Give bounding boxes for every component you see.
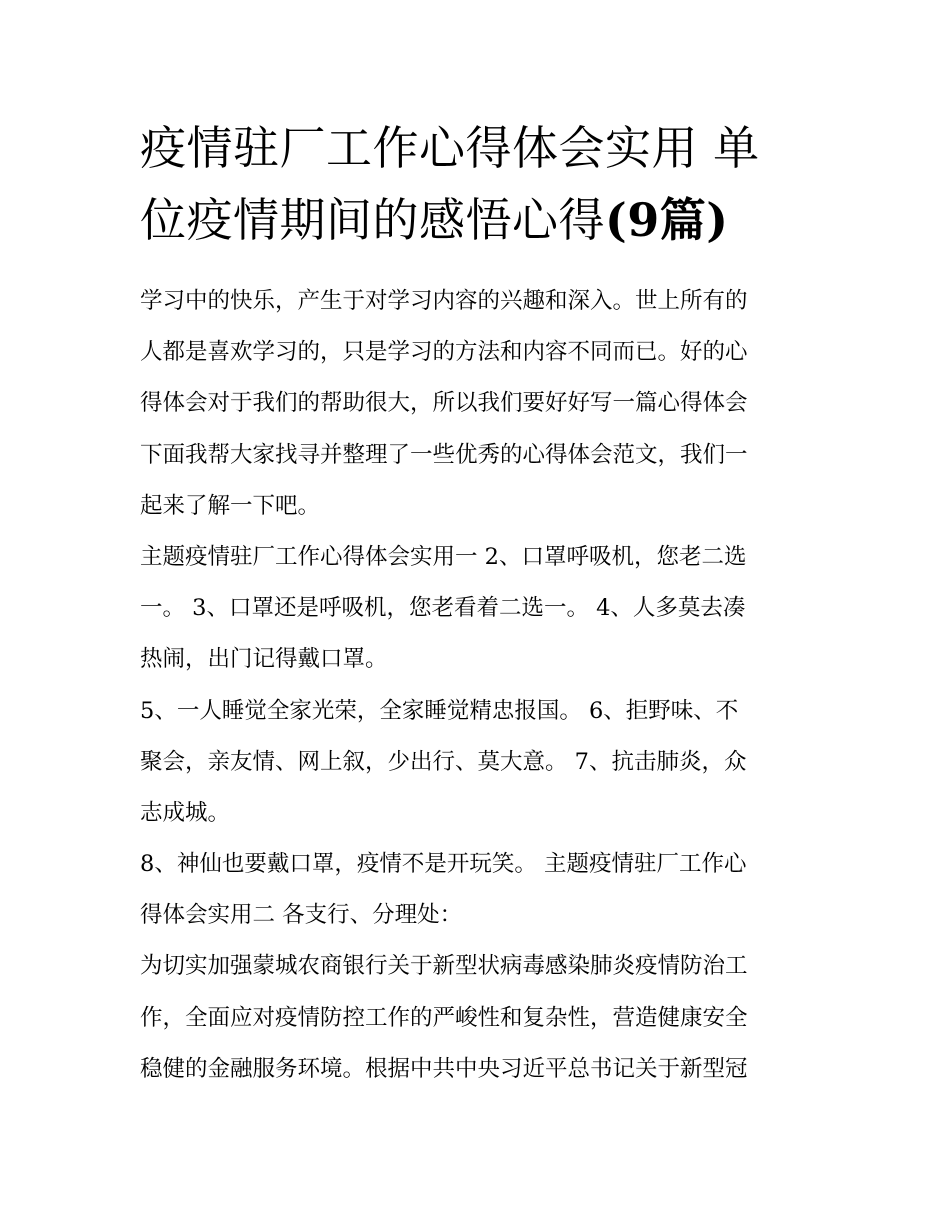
body-line: 5、一人睡觉全家光荣，全家睡觉精忠报国。 6、拒野味、不: [140, 697, 739, 724]
title-line-1: 疫情驻厂工作心得体会实用 单: [140, 121, 760, 175]
body-line: 得体会对于我们的帮助很大，所以我们要好好写一篇心得体会: [140, 390, 748, 417]
body-line: 聚会，亲友情、网上叙，少出行、莫大意。 7、抗击肺炎，众: [140, 748, 747, 775]
document-body: [140, 276, 812, 1095]
body-line: 志成城。: [140, 799, 231, 826]
body-line: 热闹，出门记得戴口罩。: [140, 646, 388, 673]
body-line: 作，全面应对疫情防控工作的严峻性和复杂性，营造健康安全: [140, 1004, 748, 1031]
body-line: 起来了解一下吧。: [140, 492, 321, 519]
body-line: 8、神仙也要戴口罩，疫情不是开玩笑。 主题疫情驻厂工作心: [140, 851, 747, 878]
title-article-count: (9篇): [605, 193, 729, 247]
body-line: 为切实加强蒙城农商银行关于新型状病毒感染肺炎疫情防治工: [140, 953, 748, 980]
body-line: 一。 3、口罩还是呼吸机，您老看着二选一。 4、人多莫去凑: [140, 595, 746, 622]
title-line-2: 位疫情期间的感悟心得: [140, 193, 605, 247]
body-line: 学习中的快乐，产生于对学习内容的兴趣和深入。世上所有的: [140, 288, 748, 314]
body-line: 主题疫情驻厂工作心得体会实用一 2、口罩呼吸机，您老二选: [140, 543, 747, 570]
body-line: 下面我帮大家找寻并整理了一些优秀的心得体会范文，我们一: [140, 441, 748, 468]
document-title: [140, 112, 820, 256]
body-line: 稳健的金融服务环境。根据中共中央习近平总书记关于新型冠: [140, 1055, 748, 1082]
body-line: 人都是喜欢学习的，只是学习的方法和内容不同而已。好的心: [140, 339, 748, 366]
body-line: 得体会实用二 各支行、分理处：: [140, 902, 463, 929]
